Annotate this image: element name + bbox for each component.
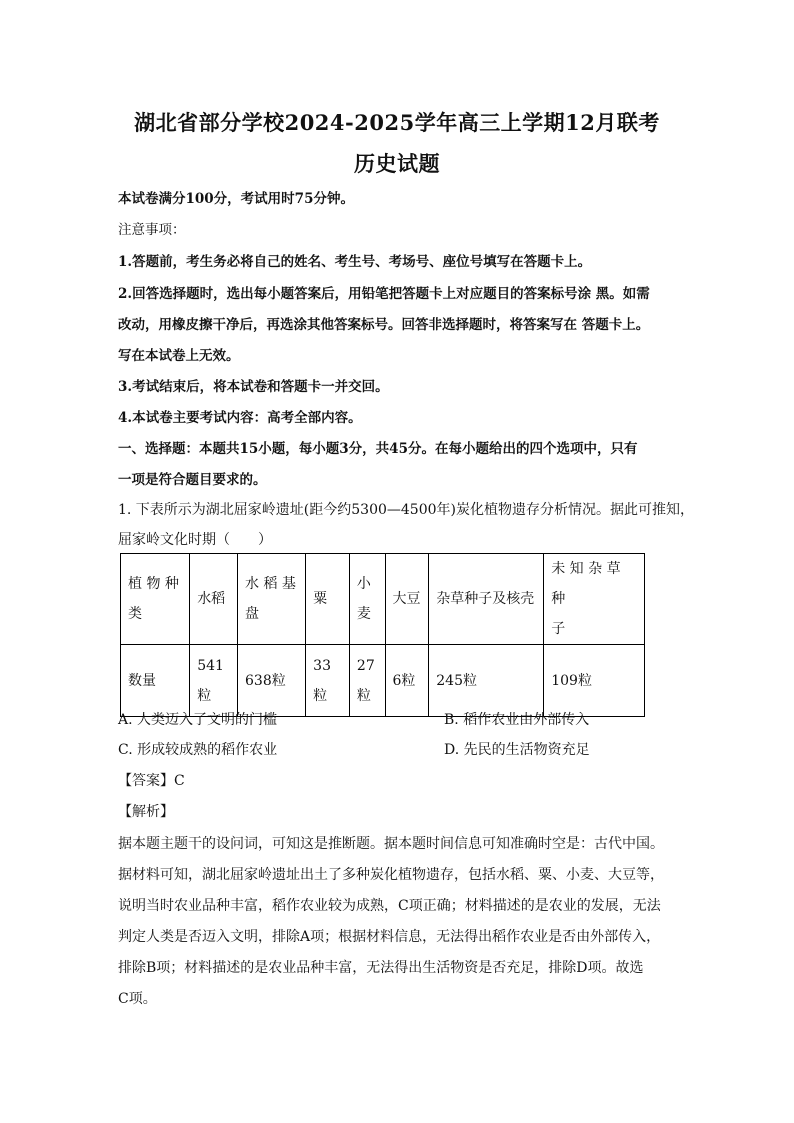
question-1-stem-line-2: 屈家岭文化时期（ ） bbox=[118, 532, 272, 548]
table-cell: 109粒 bbox=[544, 645, 645, 717]
table-cell: 33 粒 bbox=[306, 645, 350, 717]
score-line: 本试卷满分100分，考试用时75分钟。 bbox=[118, 191, 354, 207]
exam-subtitle: 历史试题 bbox=[354, 151, 440, 176]
analysis-line: 排除B项；材料描述的是农业品种丰富，无法得出生活物资是否充足，排除D项。故选 bbox=[118, 960, 644, 976]
table-header-row bbox=[121, 554, 645, 645]
table-cell: 541 粒 bbox=[190, 645, 238, 717]
option-a: A. 人类迈入了文明的门槛 bbox=[118, 712, 278, 728]
notice-item-2-line-3: 写在本试卷上无效。 bbox=[118, 348, 240, 364]
question-1-stem-line-1: 1. 下表所示为湖北屈家岭遗址(距今约5300—4500年)炭化植物遗存分析情况。据此可推知， bbox=[118, 502, 694, 518]
table-header-cell: 水稻 bbox=[190, 554, 238, 645]
table-header-cell: 水 稻 基 盘 bbox=[238, 554, 306, 645]
table-cell: 638粒 bbox=[238, 645, 306, 717]
table-header-cell: 粟 bbox=[306, 554, 350, 645]
table-header-cell: 大豆 bbox=[385, 554, 429, 645]
section-heading-line-2: 一项是符合题目要求的。 bbox=[118, 472, 267, 488]
analysis-line: 据本题主题干的设问词，可知这是推断题。据本题时间信息可知准确时空是：古代中国。 bbox=[118, 836, 664, 852]
option-c: C. 形成较成熟的稻作农业 bbox=[118, 742, 278, 758]
notice-heading: 注意事项： bbox=[118, 222, 186, 238]
plant-remains-table bbox=[120, 553, 645, 717]
option-b: B. 稻作农业由外部传入 bbox=[444, 712, 590, 728]
notice-item-1: 1.答题前，考生务必将自己的姓名、考生号、考场号、座位号填写在答题卡上。 bbox=[118, 254, 592, 270]
notice-item-2-line-2: 改动，用橡皮擦干净后，再选涂其他答案标号。回答非选择题时，将答案写在 答题卡上。 bbox=[118, 317, 650, 333]
analysis-line: 说明当时农业品种丰富，稻作农业较为成熟，C项正确；材料描述的是农业的发展，无法 bbox=[118, 898, 661, 914]
table-cell: 245粒 bbox=[429, 645, 544, 717]
table-header-cell: 未 知 杂 草 种 子 bbox=[544, 554, 645, 645]
answer-line: 【答案】C bbox=[118, 773, 185, 789]
table-header-cell: 植 物 种 类 bbox=[121, 554, 190, 645]
table-cell: 数量 bbox=[121, 645, 190, 717]
analysis-line: 判定人类是否迈入文明，排除A项；根据材料信息，无法得出稻作农业是否由外部传入， bbox=[118, 929, 661, 945]
analysis-heading: 【解析】 bbox=[118, 804, 174, 820]
exam-title: 湖北省部分学校2024-2025学年高三上学期12月联考 bbox=[134, 110, 660, 135]
table-header-cell: 杂草种子及核壳 bbox=[429, 554, 544, 645]
analysis-line: C项。 bbox=[118, 991, 157, 1007]
table-cell: 6粒 bbox=[385, 645, 429, 717]
option-d: D. 先民的生活物资充足 bbox=[444, 742, 590, 758]
table-cell: 27 粒 bbox=[349, 645, 385, 717]
section-heading-line-1: 一、选择题：本题共15小题，每小题3分，共45分。在每小题给出的四个选项中，只有 bbox=[118, 441, 638, 457]
table-header-cell: 小 麦 bbox=[349, 554, 385, 645]
notice-item-3: 3.考试结束后，将本试卷和答题卡一并交回。 bbox=[118, 379, 389, 395]
table-row bbox=[121, 645, 645, 717]
notice-item-2-line-1: 2.回答选择题时，选出每小题答案后，用铅笔把答题卡上对应题目的答案标号涂 黑。如需 bbox=[118, 286, 650, 302]
analysis-line: 据材料可知，湖北屈家岭遗址出土了多种炭化植物遗存，包括水稻、粟、小麦、大豆等， bbox=[118, 867, 664, 883]
notice-item-4: 4.本试卷主要考试内容：高考全部内容。 bbox=[118, 410, 362, 426]
